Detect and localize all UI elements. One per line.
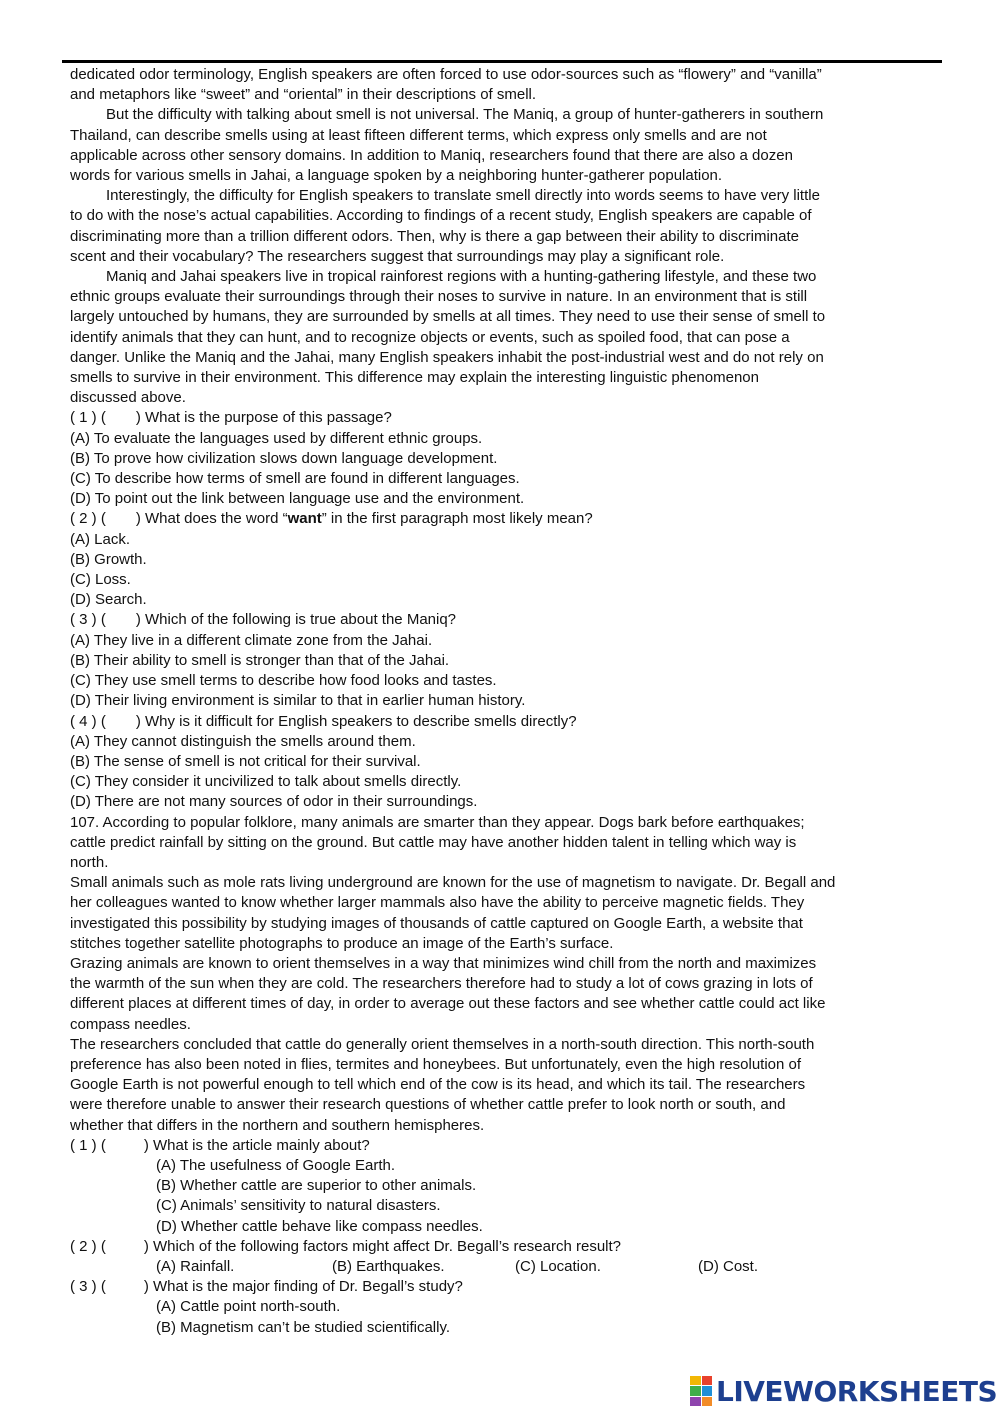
- text-line: 107. According to popular folklore, many animals are smarter than they appear. Dogs bark before earthquakes;: [70, 813, 805, 831]
- text-line: Grazing animals are known to orient themselves in a way that minimizes wind chill from the north and maximizes: [70, 954, 817, 972]
- text-line: discussed above.: [70, 389, 186, 407]
- text-line: largely untouched by humans, they are surrounded by smells at all times. They need to use their sense of smell to: [70, 308, 826, 326]
- question-number: ( 2 ): [70, 1237, 97, 1255]
- option-d: (D) Their living environment is similar to that in earlier human history.: [70, 692, 526, 710]
- answer-paren: (: [100, 1237, 106, 1255]
- text-line: Interestingly, the difficulty for English speakers to translate smell directly into words seems to have very little: [106, 187, 820, 205]
- option-d: (D) To point out the link between language use and the environment.: [70, 490, 525, 508]
- text-line: smells to survive in their environment. This difference may explain the interesting linguistic phenomenon: [70, 369, 759, 387]
- option-c: (C) Animals’ sensitivity to natural disasters.: [156, 1197, 441, 1215]
- text-line: the warmth of the sun when they are cold. The researchers therefore had to study a lot of cows grazing in lots of: [70, 975, 813, 993]
- text-line: identify animals that they can hunt, and to recognize objects or events, such as spoiled food, that can pose a: [70, 328, 790, 346]
- option-d: (D) Cost.: [698, 1257, 758, 1275]
- passage2-question-1: [70, 1136, 938, 1237]
- logo-mark-cell: [702, 1397, 713, 1406]
- answer-paren: (: [100, 611, 106, 629]
- question-stem: [70, 1277, 938, 1297]
- passage1-question-1: [70, 408, 938, 509]
- text-line: Maniq and Jahai speakers live in tropical rainforest regions with a hunting-gathering lifestyle, and these two: [106, 268, 817, 286]
- logo-mark-cell: [702, 1386, 713, 1395]
- text-line: scent and their vocabulary? The researchers suggest that surroundings may play a significant role.: [70, 247, 725, 265]
- option-a: (A) To evaluate the languages used by different ethnic groups.: [70, 429, 483, 447]
- option-c: (C) They consider it uncivilized to talk about smells directly.: [70, 773, 462, 791]
- option-a: (A) They live in a different climate zone from the Jahai.: [70, 631, 433, 649]
- text-line: whether that differs in the northern and southern hemispheres.: [70, 1116, 485, 1134]
- text-line: applicable across other sensory domains. In addition to Maniq, researchers found that there are also a dozen: [70, 146, 793, 164]
- passage1-question-4: [70, 712, 938, 813]
- question-number: ( 3 ): [70, 611, 97, 629]
- keyword-bold: want: [287, 510, 322, 528]
- option-b: (B) Whether cattle are superior to other animals.: [156, 1177, 477, 1195]
- question-stem: [70, 712, 938, 732]
- text-line: Google Earth is not powerful enough to tell which end of the cow is its head, and which its tail. The researchers: [70, 1076, 806, 1094]
- passage1-question-2: [70, 509, 938, 610]
- passage2-paragraph-3: [70, 954, 938, 1035]
- text-line: her colleagues wanted to know whether larger mammals also have the ability to perceive magnetic fields. They: [70, 894, 805, 912]
- question-text: ) What is the purpose of this passage?: [135, 409, 392, 427]
- question-stem: [70, 1237, 938, 1257]
- question-text: ) What is the major finding of Dr. Begall’s study?: [143, 1278, 463, 1296]
- text-line: But the difficulty with talking about smell is not universal. The Maniq, a group of hunter-gatherers in southern: [106, 106, 824, 124]
- worksheet-body: [70, 65, 938, 1338]
- logo-mark-cell: [690, 1386, 701, 1395]
- text-line: preference has also been noted in flies, termites and honeybees. But unfortunately, even the high resolution of: [70, 1055, 802, 1073]
- question-number: ( 4 ): [70, 712, 97, 730]
- option-b: (B) Growth.: [70, 550, 147, 568]
- option-b: (B) Their ability to smell is stronger than that of the Jahai.: [70, 651, 450, 669]
- answer-paren: (: [100, 510, 106, 528]
- text-line: were therefore unable to answer their research questions of whether cattle prefer to look north or south, and: [70, 1096, 786, 1114]
- passage2-paragraph-1: [70, 813, 938, 874]
- passage1-question-3: [70, 610, 938, 711]
- question-stem: [70, 408, 938, 428]
- text-line: dedicated odor terminology, English speakers are often forced to use odor-sources such as “flowery” and “vanilla”: [70, 66, 822, 83]
- option-a: (A) The usefulness of Google Earth.: [156, 1156, 396, 1174]
- answer-paren: (: [100, 1136, 106, 1154]
- question-text-post: ” in the first paragraph most likely mean?: [321, 510, 593, 528]
- option-c: (C) They use smell terms to describe how food looks and tastes.: [70, 672, 497, 690]
- logo-text: LIVEWORKSHEETS: [716, 1374, 998, 1408]
- option-b: (B) To prove how civilization slows down language development.: [70, 449, 498, 467]
- text-line: compass needles.: [70, 1015, 191, 1033]
- question-text: ) Which of the following is true about the Maniq?: [135, 611, 457, 629]
- option-d: (D) Search.: [70, 591, 147, 609]
- logo-mark-cell: [702, 1376, 713, 1385]
- option-d: (D) Whether cattle behave like compass needles.: [156, 1217, 483, 1235]
- answer-paren: (: [100, 1278, 106, 1296]
- text-line: north.: [70, 853, 109, 871]
- text-line: The researchers concluded that cattle do generally orient themselves in a north-south direction. This north-south: [70, 1035, 815, 1053]
- text-line: danger. Unlike the Maniq and the Jahai, many English speakers inhabit the post-industrial west and do not rely on: [70, 348, 824, 366]
- passage1-paragraph-3: [70, 267, 938, 408]
- top-rule: [62, 60, 942, 63]
- option-a: (A) Cattle point north-south.: [156, 1298, 341, 1316]
- option-c: (C) Location.: [515, 1257, 601, 1275]
- question-text: ) Which of the following factors might affect Dr. Begall’s research result?: [143, 1237, 622, 1255]
- passage1-paragraph-2: [70, 186, 938, 267]
- liveworksheets-logo[interactable]: [690, 1374, 997, 1408]
- logo-mark-cell: [690, 1397, 701, 1406]
- question-number: ( 3 ): [70, 1278, 97, 1296]
- option-a: (A) Lack.: [70, 530, 131, 548]
- question-text: ) Why is it difficult for English speakers to describe smells directly?: [135, 712, 577, 730]
- option-c: (C) To describe how terms of smell are found in different languages.: [70, 470, 520, 488]
- text-line: and metaphors like “sweet” and “oriental” in their descriptions of smell.: [70, 86, 537, 104]
- question-text: ) What is the article mainly about?: [143, 1136, 370, 1154]
- option-b: (B) Earthquakes.: [332, 1257, 445, 1275]
- passage2-question-2: [70, 1237, 938, 1277]
- text-line: different places at different times of day, in order to average out these factors and see whether cattle could act like: [70, 995, 826, 1013]
- passage2-question-3: [70, 1277, 938, 1338]
- question-number: ( 1 ): [70, 1136, 97, 1154]
- question-stem: [70, 610, 938, 630]
- text-line: words for various smells in Jahai, a language spoken by a neighboring hunter-gatherer population.: [70, 167, 723, 185]
- logo-mark-cell: [690, 1376, 701, 1385]
- option-b: (B) The sense of smell is not critical for their survival.: [70, 752, 421, 770]
- text-line: cattle predict rainfall by sitting on the ground. But cattle may have another hidden talent in telling which way is: [70, 833, 797, 851]
- option-a: (A) They cannot distinguish the smells around them.: [70, 732, 416, 750]
- passage2-paragraph-4: [70, 1035, 938, 1136]
- text-line: discriminating more than a trillion different odors. Then, why is there a gap between their ability to discriminate: [70, 227, 799, 245]
- options-row: [70, 1257, 938, 1277]
- text-line: investigated this possibility by studying images of thousands of cattle captured on Google Earth, a website that: [70, 914, 803, 932]
- question-number: ( 2 ): [70, 510, 97, 528]
- option-b: (B) Magnetism can’t be studied scientifically.: [156, 1318, 451, 1336]
- passage1-paragraph-0: [70, 65, 938, 105]
- option-c: (C) Loss.: [70, 571, 131, 589]
- text-line: Small animals such as mole rats living underground are known for the use of magnetism to navigate. Dr. Begall and: [70, 874, 836, 892]
- answer-paren: (: [100, 712, 106, 730]
- passage1-paragraph-1: [70, 105, 938, 186]
- question-number: ( 1 ): [70, 409, 97, 427]
- text-line: to do with the nose’s actual capabilities. According to findings of a recent study, English speakers are capable of: [70, 207, 812, 225]
- question-text-pre: ) What does the word “: [135, 510, 288, 528]
- question-stem: [70, 1136, 938, 1156]
- option-a: (A) Rainfall.: [156, 1257, 235, 1275]
- passage2-paragraph-2: [70, 873, 938, 954]
- option-d: (D) There are not many sources of odor in their surroundings.: [70, 793, 478, 811]
- text-line: stitches together satellite photographs to produce an image of the Earth’s surface.: [70, 934, 614, 952]
- text-line: ethnic groups evaluate their surroundings through their noses to survive in nature. In an environment that is still: [70, 288, 808, 306]
- answer-paren: (: [100, 409, 106, 427]
- question-stem: [70, 509, 938, 529]
- logo-mark-icon: [690, 1376, 712, 1406]
- text-line: Thailand, can describe smells using at least fifteen different terms, which express only smells and are not: [70, 126, 767, 144]
